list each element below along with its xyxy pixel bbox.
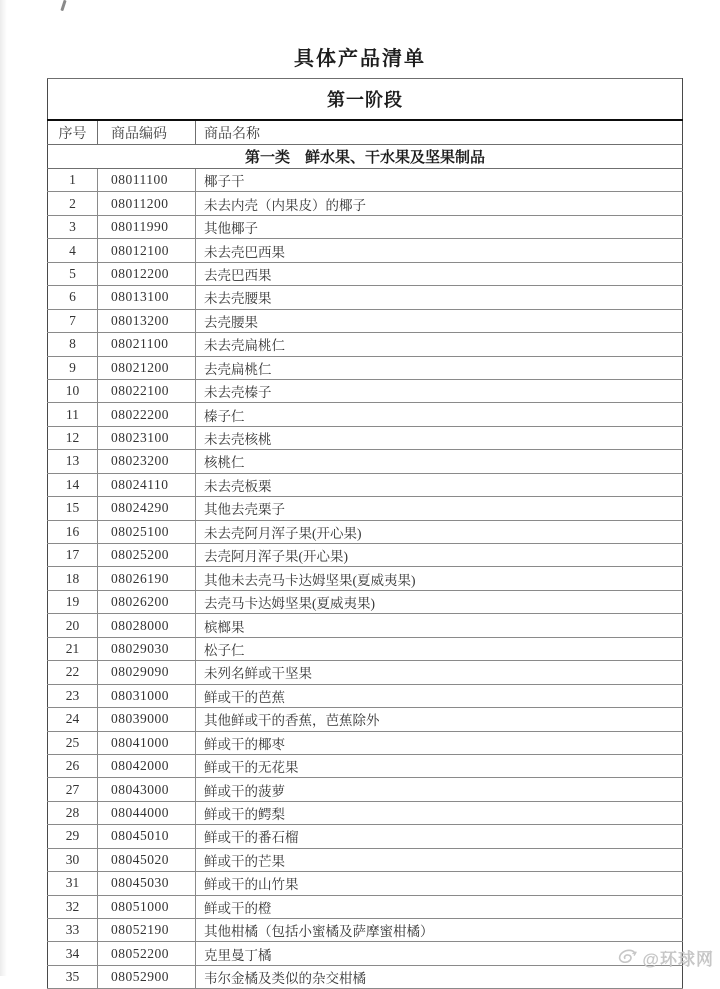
cell-serial: 13 [48, 450, 98, 473]
cell-serial: 32 [48, 895, 98, 918]
table-row [48, 450, 683, 473]
table-row [48, 356, 683, 379]
cell-serial: 22 [48, 661, 98, 684]
cell-name: 鲜或干的无花果 [196, 754, 683, 777]
cell-name: 去壳马卡达姆坚果(夏威夷果) [196, 590, 683, 613]
cell-name: 韦尔金橘及类似的杂交柑橘 [196, 965, 683, 988]
cell-name: 去壳巴西果 [196, 262, 683, 285]
cell-code: 08012100 [98, 239, 196, 262]
cell-serial: 2 [48, 192, 98, 215]
cell-name: 鲜或干的椰枣 [196, 731, 683, 754]
cell-serial: 15 [48, 497, 98, 520]
cell-code: 08028000 [98, 614, 196, 637]
table-row [48, 590, 683, 613]
cell-code: 08043000 [98, 778, 196, 801]
table-row [48, 239, 683, 262]
cell-serial: 3 [48, 215, 98, 238]
column-header-code: 商品编码 [98, 120, 196, 145]
cell-serial: 10 [48, 379, 98, 402]
table-row [48, 520, 683, 543]
cell-code: 08023200 [98, 450, 196, 473]
table-row [48, 848, 683, 871]
cell-serial: 7 [48, 309, 98, 332]
cell-code: 08011990 [98, 215, 196, 238]
cell-serial: 8 [48, 333, 98, 356]
cell-code: 08042000 [98, 754, 196, 777]
cell-code: 08011200 [98, 192, 196, 215]
table-row [48, 614, 683, 637]
cell-name: 鲜或干的山竹果 [196, 872, 683, 895]
page-title: 具体产品清单 [294, 48, 426, 70]
table-row [48, 403, 683, 426]
cell-code: 08021100 [98, 333, 196, 356]
cell-code: 08013100 [98, 286, 196, 309]
huanqiu-logo-icon [614, 948, 638, 968]
table-row [48, 825, 683, 848]
cell-serial: 19 [48, 590, 98, 613]
table-row [48, 192, 683, 215]
cell-name: 其他鲜或干的香蕉，芭蕉除外 [196, 708, 683, 731]
cell-serial: 23 [48, 684, 98, 707]
cell-code: 08023100 [98, 426, 196, 449]
table-row [48, 731, 683, 754]
cell-name: 未去壳腰果 [196, 286, 683, 309]
cell-name: 松子仁 [196, 637, 683, 660]
cell-code: 08029030 [98, 637, 196, 660]
cell-name: 槟榔果 [196, 614, 683, 637]
cell-code: 08031000 [98, 684, 196, 707]
cell-serial: 24 [48, 708, 98, 731]
table-row [48, 637, 683, 660]
cell-name: 鲜或干的番石榴 [196, 825, 683, 848]
cell-name: 未去壳板栗 [196, 473, 683, 496]
cell-serial: 17 [48, 544, 98, 567]
table-row [48, 426, 683, 449]
cell-name: 核桃仁 [196, 450, 683, 473]
table-row [48, 801, 683, 824]
table-row [48, 708, 683, 731]
cell-name: 去壳阿月浑子果(开心果) [196, 544, 683, 567]
cell-serial: 25 [48, 731, 98, 754]
cell-code: 08029090 [98, 661, 196, 684]
cell-serial: 16 [48, 520, 98, 543]
cell-name: 未去内壳（内果皮）的椰子 [196, 192, 683, 215]
cell-code: 08052200 [98, 942, 196, 965]
table-row [48, 965, 683, 988]
table-row [48, 544, 683, 567]
table-row [48, 778, 683, 801]
watermark [614, 945, 714, 970]
cell-serial: 6 [48, 286, 98, 309]
cell-serial: 20 [48, 614, 98, 637]
table-row [48, 895, 683, 918]
cell-serial: 1 [48, 169, 98, 192]
table-row [48, 379, 683, 402]
table-body [48, 169, 683, 989]
cell-code: 08011100 [98, 169, 196, 192]
cell-code: 08026190 [98, 567, 196, 590]
cell-code: 08024110 [98, 473, 196, 496]
cell-code: 08045030 [98, 872, 196, 895]
cell-code: 08052900 [98, 965, 196, 988]
cell-serial: 34 [48, 942, 98, 965]
cell-serial: 30 [48, 848, 98, 871]
cell-name: 鲜或干的菠萝 [196, 778, 683, 801]
cell-name: 未去壳阿月浑子果(开心果) [196, 520, 683, 543]
cell-serial: 4 [48, 239, 98, 262]
cell-name: 克里曼丁橘 [196, 942, 683, 965]
table-row [48, 333, 683, 356]
cell-name: 其他去壳栗子 [196, 497, 683, 520]
column-header-serial: 序号 [48, 120, 98, 145]
cell-code: 08039000 [98, 708, 196, 731]
cell-code: 08025200 [98, 544, 196, 567]
cell-serial: 12 [48, 426, 98, 449]
table-row [48, 286, 683, 309]
pen-mark [60, 0, 66, 11]
cell-name: 鲜或干的鳄梨 [196, 801, 683, 824]
cell-name: 其他柑橘（包括小蜜橘及萨摩蜜柑橘） [196, 919, 683, 942]
cell-name: 榛子仁 [196, 403, 683, 426]
cell-serial: 21 [48, 637, 98, 660]
cell-name: 未列名鲜或干坚果 [196, 661, 683, 684]
cell-name: 椰子干 [196, 169, 683, 192]
table-row [48, 169, 683, 192]
table-row [48, 661, 683, 684]
table-row [48, 215, 683, 238]
cell-serial: 31 [48, 872, 98, 895]
cell-name: 鲜或干的芒果 [196, 848, 683, 871]
cell-name: 未去壳扁桃仁 [196, 333, 683, 356]
cell-name: 未去壳榛子 [196, 379, 683, 402]
table-row [48, 262, 683, 285]
table-row [48, 919, 683, 942]
cell-serial: 33 [48, 919, 98, 942]
table-row [48, 309, 683, 332]
cell-name: 去壳腰果 [196, 309, 683, 332]
stage-header: 第一阶段 [48, 79, 683, 121]
category-header-row [48, 145, 683, 169]
cell-name: 鲜或干的芭蕉 [196, 684, 683, 707]
cell-name: 其他椰子 [196, 215, 683, 238]
cell-code: 08045010 [98, 825, 196, 848]
cell-name: 鲜或干的橙 [196, 895, 683, 918]
category-header: 第一类 鲜水果、干水果及坚果制品 [48, 145, 683, 169]
cell-code: 08044000 [98, 801, 196, 824]
table-row [48, 754, 683, 777]
table-row [48, 872, 683, 895]
cell-code: 08045020 [98, 848, 196, 871]
cell-serial: 18 [48, 567, 98, 590]
cell-code: 08041000 [98, 731, 196, 754]
cell-code: 08024290 [98, 497, 196, 520]
table-row [48, 684, 683, 707]
column-header-name: 商品名称 [196, 120, 683, 145]
cell-code: 08012200 [98, 262, 196, 285]
column-header-row [48, 120, 683, 145]
cell-name: 去壳扁桃仁 [196, 356, 683, 379]
table-row [48, 497, 683, 520]
cell-name: 未去壳巴西果 [196, 239, 683, 262]
cell-code: 08022200 [98, 403, 196, 426]
cell-code: 08052190 [98, 919, 196, 942]
watermark-text: @环球网 [642, 950, 714, 969]
cell-code: 08021200 [98, 356, 196, 379]
cell-name: 其他未去壳马卡达姆坚果(夏威夷果) [196, 567, 683, 590]
cell-code: 08025100 [98, 520, 196, 543]
cell-serial: 27 [48, 778, 98, 801]
cell-code: 08022100 [98, 379, 196, 402]
table-row [48, 473, 683, 496]
cell-serial: 14 [48, 473, 98, 496]
cell-serial: 35 [48, 965, 98, 988]
cell-code: 08051000 [98, 895, 196, 918]
table-row [48, 942, 683, 965]
cell-serial: 28 [48, 801, 98, 824]
cell-serial: 5 [48, 262, 98, 285]
table-row [48, 567, 683, 590]
stage-header-row [48, 79, 683, 121]
cell-serial: 26 [48, 754, 98, 777]
cell-serial: 9 [48, 356, 98, 379]
cell-serial: 11 [48, 403, 98, 426]
product-table [47, 78, 683, 989]
cell-serial: 29 [48, 825, 98, 848]
cell-code: 08026200 [98, 590, 196, 613]
cell-code: 08013200 [98, 309, 196, 332]
cell-name: 未去壳核桃 [196, 426, 683, 449]
